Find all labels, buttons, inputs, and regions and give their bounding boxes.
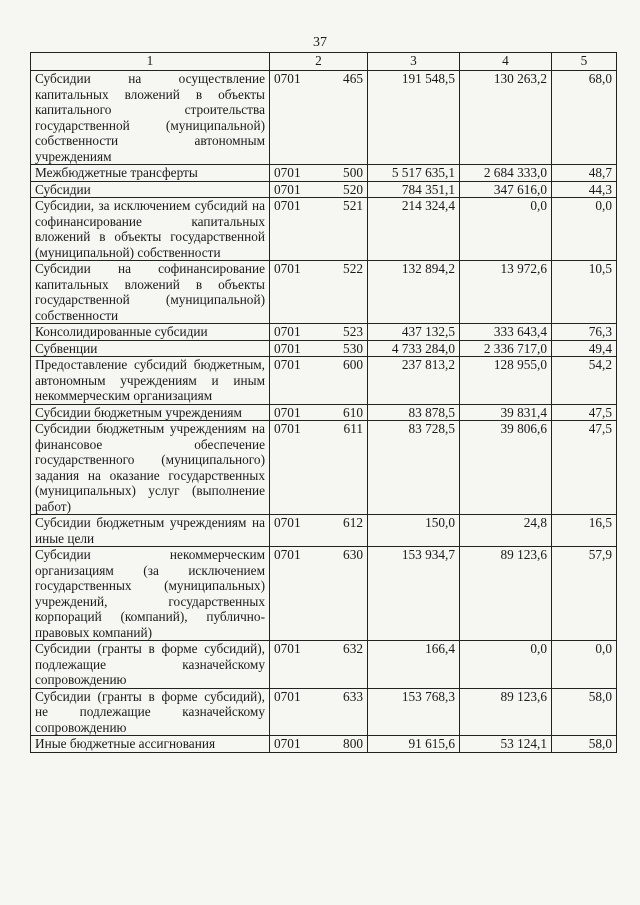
section-code: 0701: [274, 547, 301, 562]
row-value-col3: 132 894,2: [368, 261, 460, 324]
row-value-col3: 214 324,4: [368, 198, 460, 261]
row-code-cell: [270, 404, 368, 421]
section-code: 0701: [274, 357, 301, 372]
row-name-cell: Субсидии: [31, 181, 270, 198]
row-value-col4: 89 123,6: [460, 547, 552, 641]
row-percent-col5: 49,4: [552, 340, 617, 357]
table-row: [31, 181, 617, 198]
expense-type-code: 632: [343, 641, 363, 656]
row-value-col4: 333 643,4: [460, 324, 552, 341]
header-row: [31, 53, 617, 71]
row-name-cell: Консолидированные субсидии: [31, 324, 270, 341]
row-value-col4: 347 616,0: [460, 181, 552, 198]
row-percent-col5: 57,9: [552, 547, 617, 641]
expense-type-code: 800: [343, 736, 363, 751]
section-code: 0701: [274, 165, 301, 180]
section-code: 0701: [274, 71, 301, 86]
row-value-col3: 166,4: [368, 641, 460, 689]
expense-type-code: 633: [343, 688, 363, 704]
row-value-col3: 4 733 284,0: [368, 340, 460, 357]
expense-type-code: 611: [343, 421, 363, 436]
table-header: [31, 53, 617, 71]
row-value-col3: 83 878,5: [368, 404, 460, 421]
row-value-col4: 130 263,2: [460, 71, 552, 165]
row-value-col3: 237 813,2: [368, 357, 460, 405]
row-value-col4: 39 831,4: [460, 404, 552, 421]
table-row: [31, 71, 617, 165]
row-code-cell: [270, 688, 368, 736]
section-code: 0701: [274, 404, 301, 420]
row-name-cell: Иные бюджетные ассигнования: [31, 736, 270, 753]
section-code: 0701: [274, 641, 301, 656]
row-percent-col5: 54,2: [552, 357, 617, 405]
row-percent-col5: 47,5: [552, 421, 617, 515]
expense-type-code: 521: [343, 198, 363, 213]
row-code-cell: [270, 181, 368, 198]
row-value-col4: 128 955,0: [460, 357, 552, 405]
row-value-col3: 437 132,5: [368, 324, 460, 341]
table-row: [31, 547, 617, 641]
section-code: 0701: [274, 324, 301, 339]
table-row: [31, 165, 617, 182]
row-percent-col5: 0,0: [552, 198, 617, 261]
section-code: 0701: [274, 181, 301, 197]
row-name-cell: Субсидии некоммерческим организациям (за исключением государственных (муниципальных) учреждений, государственных корпораций (компаний), публично-правовых компаний): [31, 547, 270, 641]
row-name-cell: Субсидии, за исключением субсидий на софинансирование капитальных вложений в объекты государственной (муниципальной) собственности: [31, 198, 270, 261]
section-code: 0701: [274, 198, 301, 213]
section-code: 0701: [274, 340, 301, 356]
table-row: [31, 688, 617, 736]
row-code-cell: [270, 71, 368, 165]
row-name-cell: Предоставление субсидий бюджетным, автономным учреждениям и иным некоммерческим организациям: [31, 357, 270, 405]
expense-type-code: 523: [343, 324, 363, 339]
row-percent-col5: 0,0: [552, 641, 617, 689]
column-header-5: 5: [552, 53, 617, 71]
column-header-2: 2: [270, 53, 368, 71]
row-value-col4: 89 123,6: [460, 688, 552, 736]
row-code-cell: [270, 547, 368, 641]
row-name-cell: Субсидии бюджетным учреждениям: [31, 404, 270, 421]
section-code: 0701: [274, 261, 301, 276]
row-percent-col5: 76,3: [552, 324, 617, 341]
row-value-col3: 91 615,6: [368, 736, 460, 753]
table-row: [31, 261, 617, 324]
table-row: [31, 641, 617, 689]
row-code-cell: [270, 324, 368, 341]
row-name-cell: Субсидии бюджетным учреждениям на иные цели: [31, 515, 270, 547]
row-percent-col5: 68,0: [552, 71, 617, 165]
table-row: [31, 324, 617, 341]
row-value-col4: 39 806,6: [460, 421, 552, 515]
expense-type-code: 500: [343, 165, 363, 180]
expense-type-code: 612: [343, 515, 363, 530]
expense-type-code: 522: [343, 261, 363, 276]
row-code-cell: [270, 261, 368, 324]
column-header-1: 1: [31, 53, 270, 71]
expense-type-code: 465: [343, 71, 363, 86]
row-percent-col5: 47,5: [552, 404, 617, 421]
expense-type-code: 600: [343, 357, 363, 372]
table-row: [31, 357, 617, 405]
row-value-col4: 0,0: [460, 641, 552, 689]
row-code-cell: [270, 736, 368, 753]
section-code: 0701: [274, 736, 301, 751]
row-code-cell: [270, 165, 368, 182]
column-header-3: 3: [368, 53, 460, 71]
row-value-col3: 5 517 635,1: [368, 165, 460, 182]
column-header-4: 4: [460, 53, 552, 71]
table-row: [31, 198, 617, 261]
budget-table: [30, 52, 617, 753]
expense-type-code: 530: [343, 340, 363, 356]
row-value-col3: 153 768,3: [368, 688, 460, 736]
row-value-col4: 53 124,1: [460, 736, 552, 753]
row-percent-col5: 58,0: [552, 688, 617, 736]
row-percent-col5: 44,3: [552, 181, 617, 198]
row-value-col3: 83 728,5: [368, 421, 460, 515]
row-name-cell: Субсидии (гранты в форме субсидий), подлежащие казначейскому сопровождению: [31, 641, 270, 689]
expense-type-code: 630: [343, 547, 363, 562]
table-body: [31, 71, 617, 753]
table-row: [31, 421, 617, 515]
section-code: 0701: [274, 688, 301, 704]
expense-type-code: 520: [343, 181, 363, 197]
section-code: 0701: [274, 515, 301, 530]
row-code-cell: [270, 515, 368, 547]
row-name-cell: Субсидии бюджетным учреждениям на финансовое обеспечение государственного (муниципального) задания на оказание государственных (муниципальных) услуг (выполнение работ): [31, 421, 270, 515]
row-code-cell: [270, 641, 368, 689]
row-name-cell: Субсидии на софинансирование капитальных вложений в объекты государственной (муниципальной) собственности: [31, 261, 270, 324]
row-value-col4: 0,0: [460, 198, 552, 261]
row-value-col4: 2 684 333,0: [460, 165, 552, 182]
table-row: [31, 340, 617, 357]
row-percent-col5: 16,5: [552, 515, 617, 547]
row-percent-col5: 10,5: [552, 261, 617, 324]
page-number: 37: [313, 35, 327, 50]
row-code-cell: [270, 421, 368, 515]
row-percent-col5: 48,7: [552, 165, 617, 182]
row-value-col3: 191 548,5: [368, 71, 460, 165]
row-name-cell: Субсидии на осуществление капитальных вложений в объекты капитального строительства государственной (муниципальной) собственности автономным учреждениям: [31, 71, 270, 165]
row-name-cell: Субвенции: [31, 340, 270, 357]
expense-type-code: 610: [343, 404, 363, 420]
row-code-cell: [270, 357, 368, 405]
row-code-cell: [270, 340, 368, 357]
row-name-cell: Субсидии (гранты в форме субсидий), не подлежащие казначейскому сопровождению: [31, 688, 270, 736]
row-percent-col5: 58,0: [552, 736, 617, 753]
row-value-col3: 153 934,7: [368, 547, 460, 641]
row-value-col3: 784 351,1: [368, 181, 460, 198]
row-code-cell: [270, 198, 368, 261]
row-value-col4: 24,8: [460, 515, 552, 547]
section-code: 0701: [274, 421, 301, 436]
row-value-col4: 2 336 717,0: [460, 340, 552, 357]
table-row: [31, 515, 617, 547]
row-value-col4: 13 972,6: [460, 261, 552, 324]
row-value-col3: 150,0: [368, 515, 460, 547]
table-row: [31, 736, 617, 753]
row-name-cell: Межбюджетные трансферты: [31, 165, 270, 182]
table-row: [31, 404, 617, 421]
